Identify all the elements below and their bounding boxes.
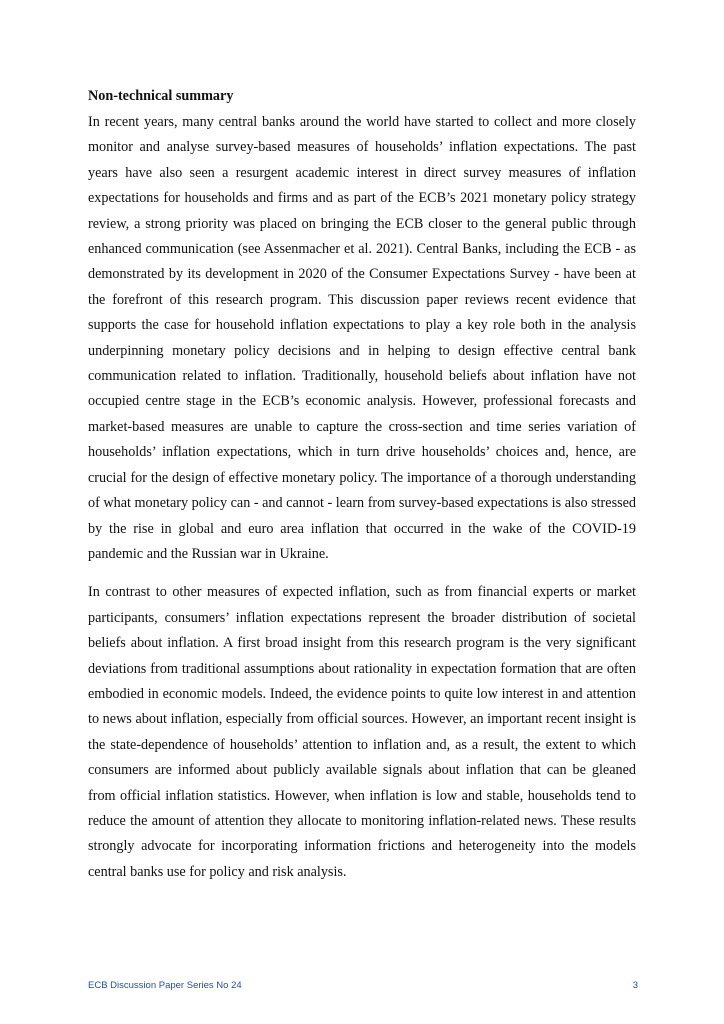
paragraph-1: In recent years, many central banks around the world have started to collect and more closely monitor and analyse survey-based measures of households’ inflation expectations. The past years have also seen a resurgent academic interest in direct survey measures of inflation expectations for households and firms and as part of the ECB’s 2021 monetary policy strategy review, a strong priority was placed on bringing the ECB closer to the general public through enhanced communication (see Assenmacher et al. 2021). Central Banks, including the ECB - as demonstrated by its development in 2020 of the Consumer Expectations Survey - have been at the forefront of this research program. This discussion paper reviews recent evidence that supports the case for household inflation expectations to play a key role both in the analysis underpinning monetary policy decisions and in helping to design effective central bank communication related to inflation. Traditionally, household beliefs about inflation have not occupied centre stage in the ECB’s economic analysis. However, professional forecasts and market-based measures are unable to capture the cross-section and time series variation of households’ inflation expectations, which in turn drive households’ choices and, hence, are crucial for the design of effective monetary policy. The importance of a thorough understanding of what monetary policy can - and cannot - learn from survey-based expectations is also stressed by the rise in global and euro area inflation that occurred in the wake of the COVID-19 pandemic and the Russian war in Ukraine.	[88, 114, 637, 562]
footer-series-title: ECB Discussion Paper Series No 24	[88, 980, 242, 991]
paragraph-2: In contrast to other measures of expected inflation, such as from financial experts or market participants, consumers’ inflation expectations represent the broader distribution of societal beliefs about inflation. A first broad insight from this research program is the very significant deviations from traditional assumptions about rationality in expectation formation that are often embodied in economic models. Indeed, the evidence points to quite low interest in and attention to news about inflation, especially from official sources. However, an important recent insight is the state-dependence of households’ attention to inflation and, as a result, the extent to which consumers are informed about publicly available signals about inflation that can be gleaned from official inflation statistics. However, when inflation is low and stable, households tend to reduce the amount of attention they allocate to monitoring inflation-related news. These results strongly advocate for incorporating information frictions and heterogeneity into the models central banks use for policy and risk analysis.	[88, 584, 636, 880]
footer-page-number: 3	[632, 980, 638, 991]
section-heading: Non-technical summary	[88, 88, 234, 104]
document-body	[88, 86, 636, 885]
